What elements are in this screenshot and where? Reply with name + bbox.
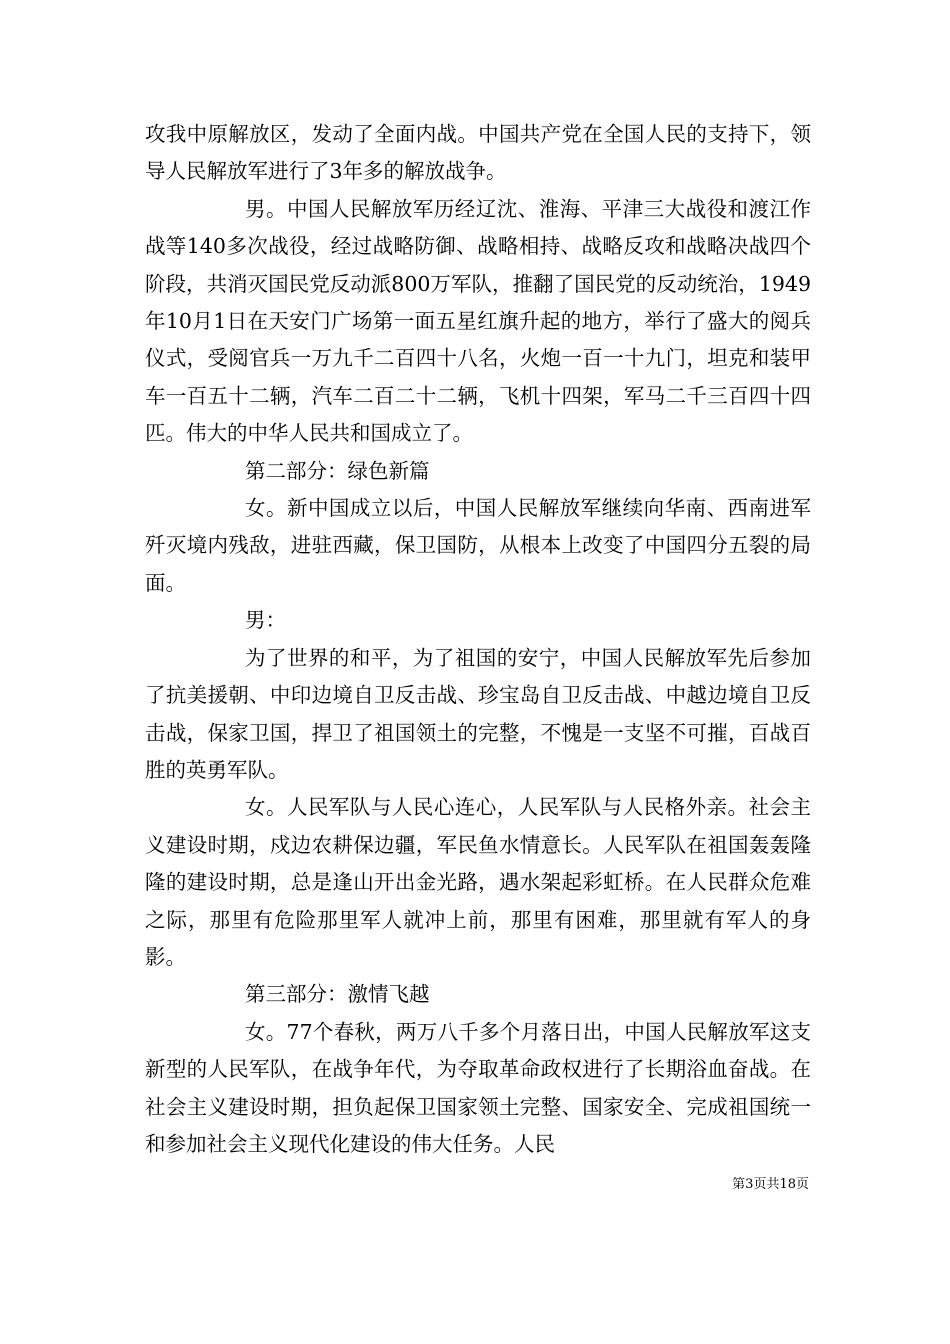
paragraph-6: 女。人民军队与人民心连心，人民军队与人民格外亲。社会主义建设时期，戍边农耕保边疆，军民鱼水情意长。人民军队在祖国轰轰隆隆的建设时期，总是逢山开出金光路，遇水架起彩虹桥。在人民群众危难之际，那里有危险那里军人就冲上前，那里有困难，那里就有军人的身影。 — [145, 795, 811, 969]
page-footer — [0, 1173, 950, 1192]
paragraph-7: 女。77个春秋，两万八千多个月落日出，中国人民解放军这支新型的人民军队，在战争年代，为夺取革命政权进行了长期浴血奋战。在社会主义建设时期，担负起保卫国家领土完整、国家安全、完成祖国统一和参加社会主义现代化建设的伟大任务。人民 — [145, 1019, 811, 1156]
section-heading-3: 第三部分：激情飞越 — [245, 982, 430, 1007]
section-heading-2: 第二部分：绿色新篇 — [245, 458, 430, 483]
paragraph-5: 为了世界的和平，为了祖国的安宁，中国人民解放军先后参加了抗美援朝、中印边境自卫反击战、珍宝岛自卫反击战、中越边境自卫反击战，保家卫国，捍卫了祖国领土的完整，不愧是一支坚不可摧，百战百胜的英勇军队。 — [145, 645, 811, 782]
page-number: 第3页共18页 — [732, 1177, 809, 1192]
paragraph-2: 男。中国人民解放军历经辽沈、淮海、平津三大战役和渡江作战等140多次战役，经过战略防御、战略相持、战略反攻和战略决战四个阶段，共消灭国民党反动派800万军队，推翻了国民党的反动统治，1949年10月1日在天安门广场第一面五星红旗升起的地方，举行了盛大的阅兵仪式，受阅官兵一万九千二百四十八名，火炮一百一十九门，坦克和装甲车一百五十二辆，汽车二百二十二辆，飞机十四架，军马二千三百四十四匹。伟大的中华人民共和国成立了。 — [145, 196, 811, 446]
paragraph-4: 男： — [245, 608, 286, 633]
paragraph-1: 攻我中原解放区，发动了全面内战。中国共产党在全国人民的支持下，领导人民解放军进行了3年多的解放战争。 — [145, 122, 811, 184]
body-text — [145, 116, 811, 1163]
paragraph-3: 女。新中国成立以后，中国人民解放军继续向华南、西南进军歼灭境内残敌，进驻西藏，保卫国防，从根本上改变了中国四分五裂的局面。 — [145, 496, 811, 595]
